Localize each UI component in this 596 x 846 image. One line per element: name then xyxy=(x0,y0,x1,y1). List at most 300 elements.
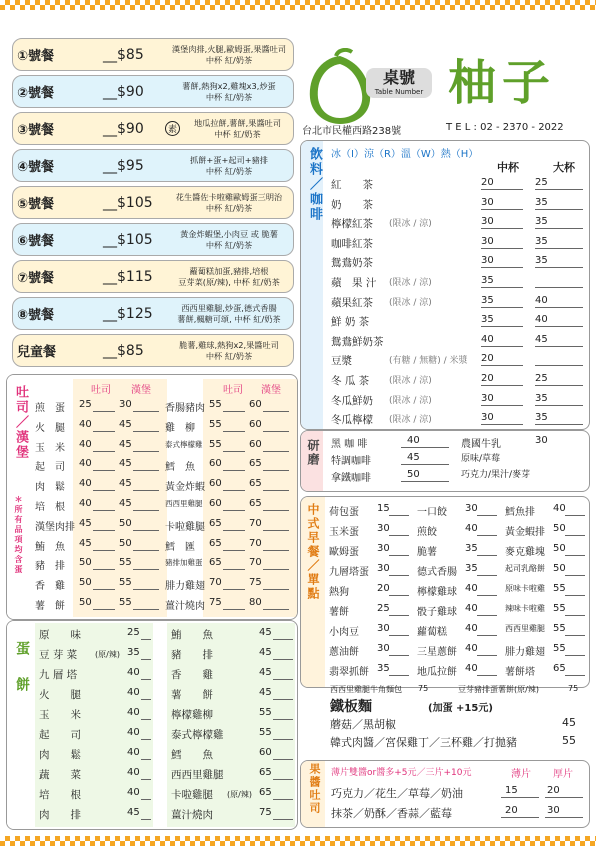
chinese-item-name: 歐姆蛋 xyxy=(329,547,359,558)
chinese-line xyxy=(565,675,585,676)
chinese-item-price: 50 xyxy=(553,543,566,554)
toast-price: 50 xyxy=(79,597,92,608)
teppan-note: (加蛋 +15元) xyxy=(428,703,493,714)
egg-price: 45 xyxy=(259,667,272,678)
checker-border-bottom xyxy=(0,836,596,846)
egg-line xyxy=(273,639,293,640)
jam-thin-line xyxy=(501,797,539,798)
burger-price: 70 xyxy=(249,517,262,529)
teppan-row1: 蘑菇／黑胡椒 xyxy=(330,718,396,731)
drink-mid-line xyxy=(481,385,523,386)
chinese-line xyxy=(565,655,585,656)
toast-item-name: 漢堡肉排 xyxy=(35,521,75,533)
toast-line xyxy=(223,530,245,531)
chinese-panel xyxy=(300,496,590,688)
jam-thin-price: 15 xyxy=(505,785,518,796)
toast-label: 吐司／漢堡 xyxy=(13,385,28,460)
toast-price: 75 xyxy=(209,597,222,608)
set-meal-desc-line2: 中杯 紅/奶茶 xyxy=(205,91,253,102)
chinese-item-name: 熱狗 xyxy=(329,587,349,598)
drink-name: 咖啡紅茶 xyxy=(331,237,373,250)
teppan-row2-price: 55 xyxy=(562,734,576,747)
extra-2-price: 75 xyxy=(568,684,579,693)
farm-milk-price: 30 xyxy=(535,435,548,446)
telephone: T E L : 02 - 2370 - 2022 xyxy=(446,122,564,133)
drink-large-line xyxy=(535,424,583,425)
egg-item-note: (原/辣) xyxy=(227,790,252,799)
toast-price: 45 xyxy=(79,517,92,529)
set-meal-item xyxy=(12,149,294,182)
set-meal-desc-line1: 地瓜拉餅,薯餅,果醬吐司 xyxy=(193,117,282,128)
toast-price: 45 xyxy=(79,537,92,549)
egg-item-name: 豆 芽 菜 xyxy=(39,649,78,661)
egg-line xyxy=(273,699,293,700)
chinese-item-name: 骰子雞球 xyxy=(417,607,457,618)
toast-price: 55 xyxy=(209,399,222,410)
jam-thin-line xyxy=(501,817,539,818)
drink-mid-price: 40 xyxy=(481,333,494,345)
egg-item-name: 鱈 魚 xyxy=(171,749,213,761)
set-meal-desc-line2: 中杯 紅/奶茶 xyxy=(205,239,253,250)
burger-line xyxy=(133,510,159,511)
drink-large-line xyxy=(535,307,583,308)
chinese-label: 中式早餐／單點 xyxy=(306,503,320,601)
chinese-line xyxy=(477,675,497,676)
chinese-line xyxy=(477,655,497,656)
set-meal-price: __$125 xyxy=(103,305,153,322)
egg-line xyxy=(273,739,293,740)
chinese-line xyxy=(565,575,585,576)
burger-line xyxy=(133,451,159,452)
chinese-line xyxy=(477,535,497,536)
toast-price: 40 xyxy=(79,418,92,430)
chinese-line xyxy=(389,515,409,516)
checker-border-top xyxy=(0,0,596,10)
chinese-item-price: 55 xyxy=(553,603,566,614)
set-meal-desc xyxy=(165,340,293,362)
drink-mid-price: 35 xyxy=(481,275,494,286)
set-meal-desc-line2: 中杯 紅/奶茶 xyxy=(205,54,253,65)
temp-legend: 冰（I）涼（R）溫（W）熱（H） xyxy=(331,149,479,160)
toast-price: 40 xyxy=(79,498,92,509)
jam-col-thick: 厚片 xyxy=(553,769,573,780)
burger-price: 50 xyxy=(119,517,132,529)
drink-name: 冬 瓜 茶 xyxy=(331,375,370,387)
egg-price: 55 xyxy=(259,727,272,738)
chinese-item-price: 20 xyxy=(377,583,390,594)
drink-mid-line xyxy=(481,365,523,366)
drink-large-line xyxy=(535,267,583,268)
burger-price: 55 xyxy=(119,557,132,569)
toast-price: 40 xyxy=(79,438,92,450)
set-meal-desc xyxy=(165,155,293,177)
chinese-line xyxy=(477,595,497,596)
set-meal-item xyxy=(12,334,294,367)
toast-note: ＊所有品項均含蛋 xyxy=(14,495,23,575)
set-meal-desc-line2: 中杯 紅/奶茶 xyxy=(214,128,261,139)
egg-line xyxy=(141,819,151,820)
burger-line xyxy=(263,550,289,551)
set-meal-desc-line2: 中杯 紅/奶茶 xyxy=(205,202,253,213)
coffee-price: 45 xyxy=(407,452,420,463)
burger-line xyxy=(263,451,289,452)
set-meal-desc xyxy=(165,229,293,251)
toast-item-name: 煎 蛋 xyxy=(35,403,65,414)
toast-col-t-2: 吐司 xyxy=(223,385,243,396)
drink-name: 鴛鴦奶茶 xyxy=(331,257,373,270)
brand-header xyxy=(300,38,586,138)
chinese-line xyxy=(389,595,409,596)
burger-line xyxy=(263,510,289,511)
drink-name: 奶 茶 xyxy=(331,198,373,211)
drink-large-line xyxy=(535,405,583,406)
burger-price: 55 xyxy=(119,577,132,589)
toast-col-h-1: 漢堡 xyxy=(131,385,151,396)
drink-large-line xyxy=(535,287,583,288)
chinese-item-name: 薯餅 xyxy=(329,607,349,618)
burger-price: 45 xyxy=(119,458,132,470)
burger-line xyxy=(133,431,159,432)
set-meal-price: __$85 xyxy=(103,342,144,359)
egg-price: 55 xyxy=(259,707,272,718)
chinese-item-name: 荷包蛋 xyxy=(329,507,359,518)
chinese-item-name: 蘿蔔糕 xyxy=(417,627,447,638)
chinese-item-price: 50 xyxy=(553,523,566,534)
set-meal-desc xyxy=(165,266,293,288)
drink-mid-price: 20 xyxy=(481,373,494,384)
drink-large-price: 35 xyxy=(535,196,548,208)
toast-price: 60 xyxy=(209,478,222,490)
drink-large-line xyxy=(535,346,583,347)
set-meal-price: __$90 xyxy=(103,120,144,137)
toast-line xyxy=(93,530,115,531)
chinese-item-name: 腓力雞翅 xyxy=(505,647,545,658)
chinese-line xyxy=(477,635,497,636)
drink-mid-price: 30 xyxy=(481,255,494,267)
chinese-item-price: 40 xyxy=(465,523,478,534)
chinese-line xyxy=(389,575,409,576)
milk-flavors-2: 巧克力/果汁/麥芽 xyxy=(461,470,531,480)
chinese-line xyxy=(565,555,585,556)
drinks-panel xyxy=(300,140,590,430)
burger-line xyxy=(263,609,289,610)
egg-item-name: 玉 米 xyxy=(39,709,81,721)
set-meal-desc-line2: 薯餅,楓糖可頌, 中杯 紅/奶茶 xyxy=(177,313,281,324)
chinese-item-name: 小肉豆 xyxy=(329,627,359,638)
set-meal-name: ⑤號餐 xyxy=(17,197,55,212)
drink-large-line xyxy=(535,189,583,190)
burger-line xyxy=(263,431,289,432)
chinese-item-price: 30 xyxy=(377,563,390,574)
toast-line xyxy=(223,470,245,471)
col-large: 大杯 xyxy=(553,161,575,174)
farm-milk: 農國牛乳 xyxy=(461,439,501,450)
drink-large-line xyxy=(535,228,583,229)
drink-mid-line xyxy=(481,189,523,190)
egg-line xyxy=(141,639,151,640)
set-meal-desc xyxy=(165,192,293,214)
set-meal-name: ①號餐 xyxy=(17,49,55,64)
egg-price: 40 xyxy=(127,687,140,698)
egg-line xyxy=(273,659,293,660)
egg-panel xyxy=(6,620,298,830)
burger-price: 45 xyxy=(119,478,132,490)
drink-note: (限冰 / 涼) xyxy=(389,376,432,386)
set-meal-desc xyxy=(165,44,293,66)
table-label-en: Table Number xyxy=(374,88,424,96)
burger-line xyxy=(263,530,289,531)
toast-price: 65 xyxy=(209,557,222,569)
egg-price: 45 xyxy=(259,687,272,698)
set-meal-name: ⑧號餐 xyxy=(17,308,55,323)
set-meal-price: __$95 xyxy=(103,157,144,174)
toast-line xyxy=(223,609,245,610)
drink-name: 鴛鴦鮮奶茶 xyxy=(331,335,384,348)
egg-line xyxy=(273,719,293,720)
egg-item-name: 香 雞 xyxy=(171,669,213,681)
milk-flavors-1: 原味/草莓 xyxy=(461,454,501,464)
toast-line xyxy=(223,510,245,511)
set-meal-item xyxy=(12,186,294,219)
toast-line xyxy=(93,569,115,570)
egg-price: 25 xyxy=(127,627,140,638)
toast-price: 55 xyxy=(209,438,222,450)
burger-price: 70 xyxy=(249,537,262,549)
burger-price: 50 xyxy=(119,537,132,549)
egg-line xyxy=(141,659,151,660)
egg-line xyxy=(141,799,151,800)
chinese-line xyxy=(389,675,409,676)
drink-mid-price: 30 xyxy=(481,196,494,208)
burger-line xyxy=(133,589,159,590)
chinese-line xyxy=(477,615,497,616)
egg-line xyxy=(141,739,151,740)
chinese-item-name: 薯餅塔 xyxy=(505,667,535,678)
toast-item-name: 黃金炸蝦 xyxy=(165,482,205,494)
drink-large-price: 35 xyxy=(535,412,548,424)
coffee-line xyxy=(401,481,449,482)
egg-item-note: (原/辣) xyxy=(95,650,120,659)
chinese-line xyxy=(565,635,585,636)
egg-price: 40 xyxy=(127,707,140,718)
chinese-item-name: 煎餃 xyxy=(417,527,437,538)
chinese-item-name: 地瓜拉餅 xyxy=(417,667,457,678)
burger-line xyxy=(263,490,289,491)
set-meal-price: __$90 xyxy=(103,83,144,100)
chinese-item-name: 麥克雞塊 xyxy=(505,547,545,558)
set-meal-price: __$105 xyxy=(103,231,153,248)
jam-thick-price: 20 xyxy=(547,785,560,796)
egg-item-name: 九 層 塔 xyxy=(39,669,78,681)
jam-thick-line xyxy=(545,817,583,818)
egg-item-name: 火 腿 xyxy=(39,689,81,701)
burger-line xyxy=(133,550,159,551)
toast-item-name: 卡啦雞腿 xyxy=(165,521,205,533)
chinese-line xyxy=(565,615,585,616)
set-meal-name: ④號餐 xyxy=(17,160,55,175)
drink-name: 鮮 奶 茶 xyxy=(331,316,370,329)
extra-1-name: 西西里雞腿牛角麵包 xyxy=(330,685,402,694)
drink-mid-price: 20 xyxy=(481,177,494,188)
egg-price: 65 xyxy=(259,767,272,778)
toast-col-t-1: 吐司 xyxy=(91,385,111,396)
set-meal-desc-line1: 漢堡肉排,火腿,歐姆蛋,果醬吐司 xyxy=(171,43,287,54)
drink-large-line xyxy=(535,385,583,386)
burger-price: 55 xyxy=(119,597,132,608)
chinese-item-price: 55 xyxy=(553,643,566,654)
chinese-item-name: 三星蔥餅 xyxy=(417,647,457,658)
toast-item-name: 豬排加雞蛋 xyxy=(165,558,203,568)
burger-price: 45 xyxy=(119,418,132,430)
egg-item-name: 肉 鬆 xyxy=(39,749,81,761)
egg-price: 35 xyxy=(127,647,140,658)
toast-item-name: 雞 柳 xyxy=(165,422,195,434)
chinese-item-name: 檸檬雞球 xyxy=(417,587,457,598)
toast-item-name: 豬 排 xyxy=(35,561,65,573)
set-meal-desc-line1: 西西里雞腿,炒蛋,德式香腸 xyxy=(181,302,277,313)
egg-line xyxy=(141,699,151,700)
egg-price: 40 xyxy=(127,767,140,778)
toast-item-name: 西西里雞腿 xyxy=(165,499,203,508)
set-meal-desc-line1: 花生醬佐卡啦雞歐姆蛋三明治 xyxy=(175,191,283,202)
egg-line xyxy=(273,759,293,760)
egg-label: 蛋餅 xyxy=(14,641,30,713)
burger-line xyxy=(263,411,289,412)
toast-item-name: 腓力雞翅 xyxy=(165,581,205,593)
chinese-item-name: 德式香腸 xyxy=(417,567,457,578)
egg-item-name: 薑汁燒肉 xyxy=(171,809,213,821)
chinese-item-price: 40 xyxy=(465,603,478,614)
drink-large-line xyxy=(535,365,583,366)
set-meal-item xyxy=(12,75,294,108)
drink-mid-line xyxy=(481,209,523,210)
brand-name: 柚子 xyxy=(448,55,557,111)
drink-note: (限冰 / 涼) xyxy=(389,395,432,406)
col-mid: 中杯 xyxy=(497,161,519,174)
set-meal-desc xyxy=(165,81,293,103)
egg-item-name: 蔬 菜 xyxy=(39,769,81,781)
chinese-item-name: 九層塔蛋 xyxy=(329,567,369,578)
toast-line xyxy=(93,451,115,452)
toast-price: 60 xyxy=(209,498,222,509)
coffee-name: 黑 咖 啡 xyxy=(331,439,368,450)
coffee-line xyxy=(401,447,449,448)
toast-line xyxy=(223,411,245,412)
burger-line xyxy=(133,411,159,412)
burger-price: 60 xyxy=(249,438,262,450)
chinese-item-name: 西西里雞腿 xyxy=(505,624,545,633)
chinese-item-name: 一口餃 xyxy=(417,507,447,518)
set-meal-price: __$85 xyxy=(103,46,144,63)
set-meal-desc-line1: 脆薯,雞球,熱狗x2,果醬吐司 xyxy=(179,339,279,350)
drink-note: (有糖 / 無糖) / 米漿 xyxy=(389,356,468,367)
table-number-box xyxy=(366,68,432,98)
drink-mid-line xyxy=(481,405,523,406)
address: 台北市民權西路238號 xyxy=(302,126,402,137)
extra-1-price: 75 xyxy=(418,684,429,693)
drink-large-price: 45 xyxy=(535,333,548,345)
toast-item-name: 鱈 匯 xyxy=(165,541,195,553)
drink-mid-price: 30 xyxy=(481,235,494,247)
drink-large-price: 25 xyxy=(535,177,548,188)
drink-mid-price: 30 xyxy=(481,412,494,424)
chinese-item-price: 50 xyxy=(553,563,566,574)
chinese-item-price: 55 xyxy=(553,623,566,634)
drink-mid-price: 35 xyxy=(481,314,494,326)
burger-price: 30 xyxy=(119,399,132,410)
burger-line xyxy=(133,569,159,570)
toast-item-name: 火 腿 xyxy=(35,422,65,434)
chinese-item-price: 30 xyxy=(377,623,390,634)
chinese-item-price: 65 xyxy=(553,663,566,674)
chinese-item-name: 起司乳酪餅 xyxy=(505,564,545,573)
drink-mid-price: 30 xyxy=(481,392,494,404)
chinese-item-name: 黃金蝦排 xyxy=(505,527,545,538)
egg-item-name: 薯 餅 xyxy=(171,689,213,701)
burger-line xyxy=(133,490,159,491)
toast-price: 65 xyxy=(209,537,222,549)
set-meal-desc-line2: 豆芽菜(原/辣), 中杯 紅/奶茶 xyxy=(178,276,280,287)
chinese-item-price: 40 xyxy=(465,643,478,654)
chinese-item-price: 40 xyxy=(465,623,478,634)
chinese-item-name: 原味卡啦雞 xyxy=(505,584,545,593)
toast-col-h-2: 漢堡 xyxy=(261,385,281,396)
egg-line xyxy=(141,779,151,780)
drink-large-price: 35 xyxy=(535,235,548,247)
ground-label: 研磨 xyxy=(306,439,320,467)
egg-price: 65 xyxy=(259,787,272,798)
jam-thin-price: 20 xyxy=(505,805,518,816)
drink-mid-price: 35 xyxy=(481,294,494,306)
set-meal-desc-line1: 抓餅+蛋+起司+豬排 xyxy=(190,154,268,165)
jam-header: 薄片雙醬or醬多+5元／三片+10元 xyxy=(331,768,472,778)
jam-item-name: 抹茶／奶酥／香蒜／藍莓 xyxy=(331,807,452,820)
set-meal-desc-line2: 中杯 紅/奶茶 xyxy=(205,165,253,176)
toast-line xyxy=(93,510,115,511)
drink-note: (限冰 / 涼) xyxy=(389,219,432,230)
set-meal-name: ⑦號餐 xyxy=(17,271,55,286)
toast-item-name: 香 雞 xyxy=(35,581,65,593)
toast-price: 40 xyxy=(79,458,92,470)
toast-item-name: 薯 餅 xyxy=(35,601,65,612)
drink-mid-line xyxy=(481,326,523,327)
chinese-line xyxy=(565,535,585,536)
burger-price: 65 xyxy=(249,478,262,490)
teppan-row2: 韓式肉醬／宮保雞丁／三杯雞／打拋豬 xyxy=(330,736,517,749)
drink-mid-price: 20 xyxy=(481,353,494,365)
egg-price: 45 xyxy=(127,807,140,818)
toast-line xyxy=(223,490,245,491)
drink-large-price: 25 xyxy=(535,373,548,384)
burger-price: 65 xyxy=(249,458,262,470)
jam-item-name: 巧克力／花生／草莓／奶油 xyxy=(331,787,463,800)
drink-large-price: 35 xyxy=(535,216,548,228)
set-meal-name: ②號餐 xyxy=(17,86,55,101)
set-meal-name: 兒童餐 xyxy=(17,345,57,360)
burger-price: 60 xyxy=(249,399,262,410)
set-meal-item xyxy=(12,297,294,330)
drink-large-line xyxy=(535,209,583,210)
egg-price: 40 xyxy=(127,787,140,798)
drink-large-line xyxy=(535,248,583,249)
set-meal-desc-line1: 蘿蔔糕加蛋,豬排,培根 xyxy=(189,265,269,276)
toast-price: 70 xyxy=(209,577,222,589)
set-meal-desc xyxy=(182,118,293,140)
drink-note: (限冰 / 涼) xyxy=(389,297,432,308)
burger-line xyxy=(263,470,289,471)
drink-name: 冬瓜鮮奶 xyxy=(331,394,373,407)
toast-line xyxy=(223,569,245,570)
